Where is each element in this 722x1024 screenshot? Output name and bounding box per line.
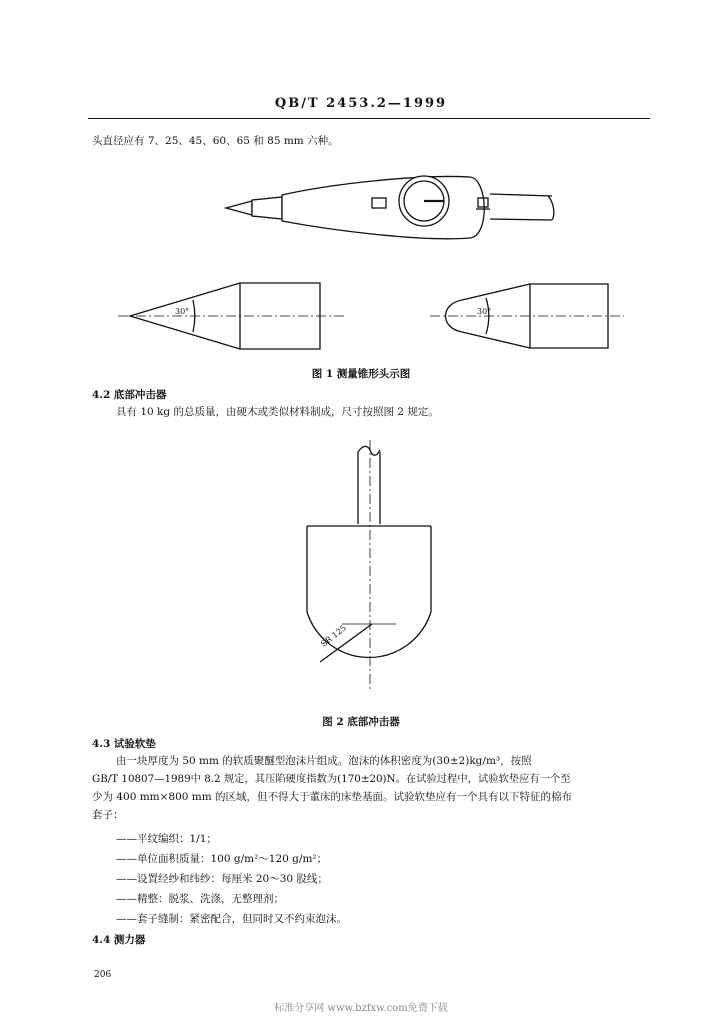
section-4-3-line-3: 少为 400 mm×800 mm 的区域，但不得大于董床的床垫基面。试验软垫应有一个具有以下特征的棉布 [92,791,573,803]
section-4-3-line-1: 由一块厚度为 50 mm 的软质聚醚型泡沫片组成。泡沫的体积密度为(30±2)kg/m³，按照 [116,755,532,767]
list-item: ——设置经纱和纬纱：每厘米 20～30 股线； [116,873,328,885]
watermark-link[interactable]: 标准分享网 www.bzfxw.com免费下载 [274,1003,448,1014]
list-item: ——平纹编织：1/1； [116,833,217,845]
radius-label: SR 125 [319,623,348,649]
figure1-caption: 图 1 测量锥形头示图 [311,368,411,380]
section-4-2-heading: 4.2 底部冲击器 [92,389,167,401]
list-item: ——套子缝制：紧密配合，但同时又不约束泡沫。 [116,913,347,925]
list-item: ——精整：脱浆、洗涤，无整理剂； [116,893,284,905]
angle-label-right: 30° [477,307,492,316]
cone-tip-rounded-diagram [430,284,624,348]
angle-label-left: 30° [175,307,190,316]
page-number: 206 [94,970,112,980]
list-item: ——单位面积质量：100 g/m²～120 g/m²； [116,853,328,865]
figure2-caption: 图 2 底部冲击器 [322,716,400,728]
standard-code: QB/T 2453.2—1999 [274,96,448,111]
cone-tip-sharp-diagram [118,283,345,349]
section-4-3-line-2: GB/T 10807—1989中 8.2 规定，其压陷硬度指数为(170±20)N。在试验过程中，试验软垫应有一个至 [92,773,571,785]
impactor-diagram [307,440,431,692]
section-4-2-text: 具有 10 kg 的总质量，由硬木或类似材料制成，尺寸按照图 2 规定。 [116,406,439,418]
section-4-3-line-4: 套子： [92,809,124,821]
intro-line: 头直径应有 7、25、45、60、65 和 85 mm 六种。 [92,135,339,147]
force-gauge-icon [226,176,554,239]
section-4-3-heading: 4.3 试验软垫 [92,738,156,750]
section-4-4-heading: 4.4 测力器 [92,934,146,946]
